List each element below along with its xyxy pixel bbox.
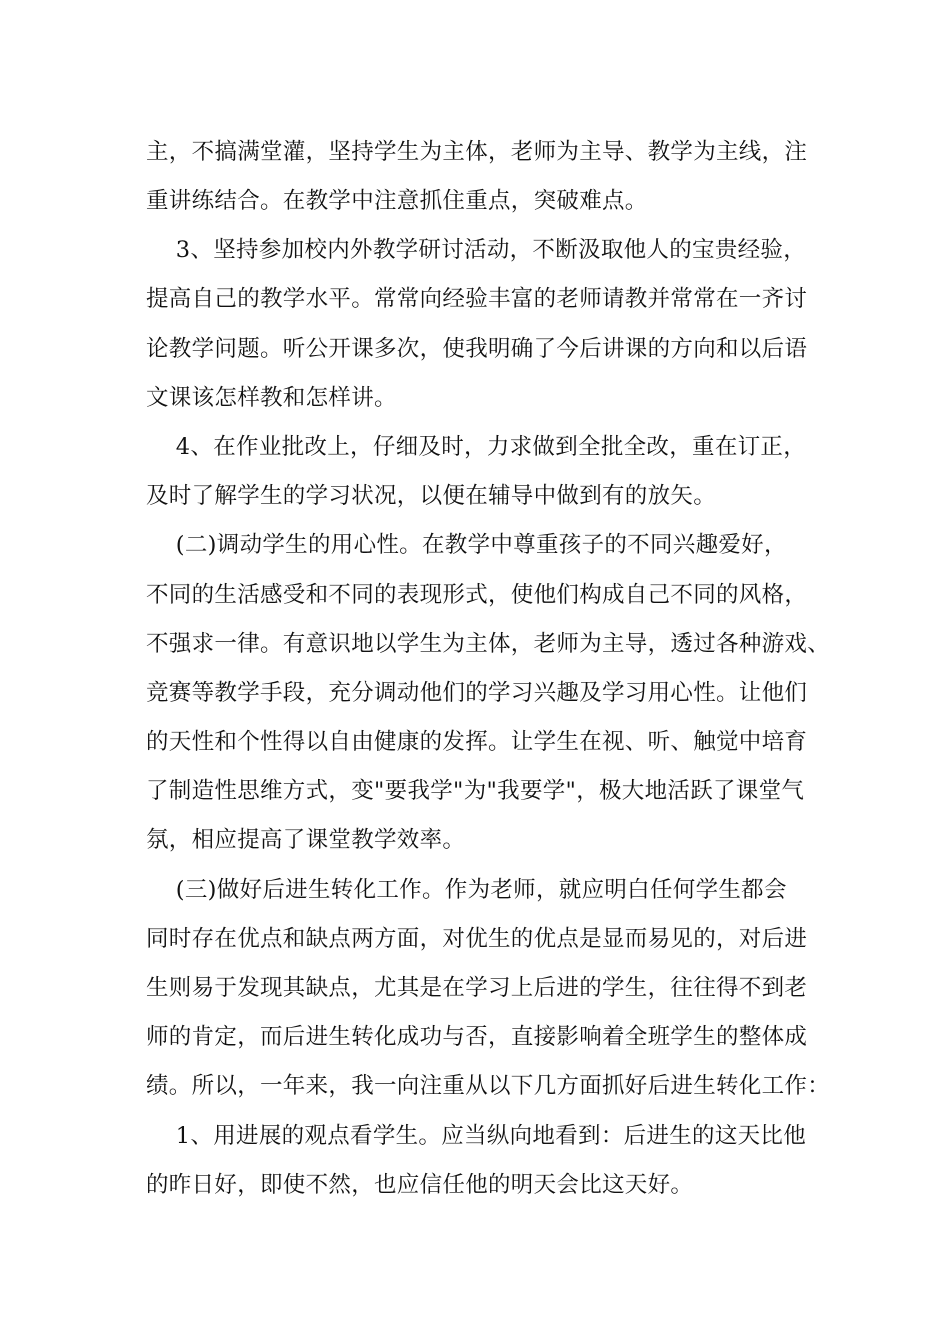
text-line: 文课该怎样教和怎样讲。 (146, 385, 397, 411)
text-line: 师的肯定，而后进生转化成功与否，直接影响着全班学生的整体成 (146, 1024, 808, 1050)
text-line: 氛，相应提高了课堂教学效率。 (146, 827, 466, 853)
text-line: 不强求一律。有意识地以学生为主体，老师为主导，透过各种游戏、 (146, 631, 831, 657)
text-line: 同时存在优点和缺点两方面，对优生的优点是显而易见的，对后进 (146, 926, 808, 952)
text-line: 3、坚持参加校内外教学研讨活动，不断汲取他人的宝贵经验， (146, 237, 807, 263)
text-line: 提高自己的教学水平。常常向经验丰富的老师请教并常常在一齐讨 (146, 286, 808, 312)
text-line: 及时了解学生的学习状况，以便在辅导中做到有的放矢。 (146, 483, 717, 509)
text-line: 生则易于发现其缺点，尤其是在学习上后进的学生，往往得不到老 (146, 975, 808, 1001)
text-line: 的天性和个性得以自由健康的发挥。让学生在视、听、触觉中培育 (146, 729, 808, 755)
text-line: 主，不搞满堂灌，坚持学生为主体，老师为主导、教学为主线，注 (146, 139, 808, 165)
text-line: 4、在作业批改上，仔细及时，力求做到全批全改，重在订正， (146, 434, 807, 460)
text-line: 了制造性思维方式，变"要我学"为"我要学"，极大地活跃了课堂气 (146, 778, 805, 804)
text-line: (三)做好后进生转化工作。作为老师，就应明白任何学生都会 (146, 877, 787, 903)
text-line: 绩。所以，一年来，我一向注重从以下几方面抓好后进生转化工作： (146, 1073, 831, 1099)
text-line: 的昨日好，即使不然，也应信任他的明天会比这天好。 (146, 1172, 694, 1198)
text-line: 不同的生活感受和不同的表现形式，使他们构成自己不同的风格， (146, 582, 808, 608)
text-line: 论教学问题。听公开课多次，使我明确了今后讲课的方向和以后语 (146, 336, 808, 362)
text-line: 竞赛等教学手段，充分调动他们的学习兴趣及学习用心性。让他们 (146, 680, 808, 706)
text-line: 重讲练结合。在教学中注意抓住重点，突破难点。 (146, 188, 648, 214)
text-line: (二)调动学生的用心性。在教学中尊重孩子的不同兴趣爱好， (146, 532, 787, 558)
text-line: 1、用进展的观点看学生。应当纵向地看到：后进生的这天比他 (146, 1123, 807, 1149)
